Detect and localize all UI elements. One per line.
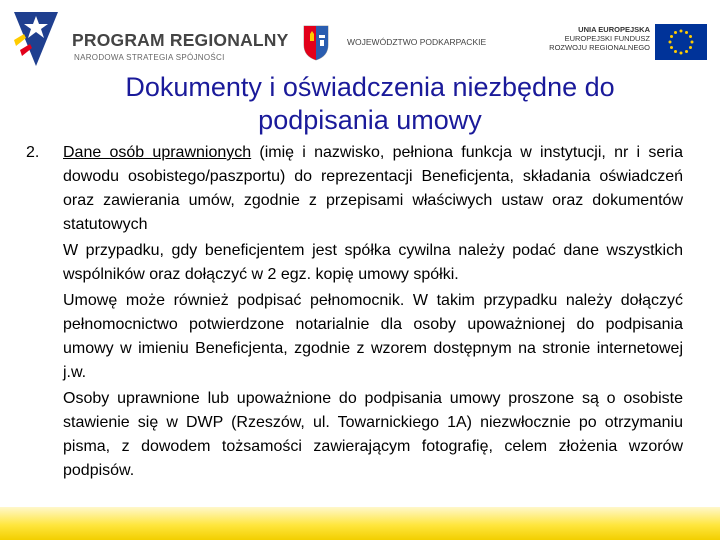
bottom-decorative-bar <box>0 507 720 540</box>
slide-title <box>40 71 700 137</box>
title-line-2: podpisania umowy <box>258 105 482 135</box>
paragraph-proxy: Umowę może również podpisać pełnomocnik. W takim przypadku należy dołączyć pełnomocnictwo potwierdzone notarialnie dla osoby upoważnionej do podpisania umowy w imieniu Beneficjenta, zgodnie z wzorem dostępnym na stronie internetowej j.w. <box>63 292 683 381</box>
item-rest-text: (imię i nazwisko, pełniona funkcja w instytucji, nr i seria dowodu osobistego/paszportu) do reprezentacji Beneficjenta, składania oświadczeń oraz zawierania umów, zgodnie z przepisami właściwych ustaw oraz dokumentów statutowych <box>63 144 684 233</box>
item-text <box>63 141 683 237</box>
program-subtitle: NARODOWA STRATEGIA SPÓJNOŚCI <box>74 53 225 62</box>
list-item <box>26 141 683 237</box>
item-underlined-text: Dane osób uprawnionych <box>63 144 252 161</box>
eu-line-2: EUROPEJSKI FUNDUSZ <box>564 33 650 43</box>
program-regionalny-logo <box>10 10 62 68</box>
eu-line-1: UNIA EUROPEJSKA <box>578 25 650 34</box>
slide-content <box>26 141 683 483</box>
paragraph-personal-attendance: Osoby uprawnione lub upoważnione do podpisania umowy proszone są o osobiste stawienie się w DWP (Rzeszów, ul. Towarnickiego 1A) niezwłocznie po otrzymaniu pisma, z dowodem tożsamości zawierającym fotografię, celem złożenia wzorów podpisów. <box>63 390 683 479</box>
item-number: 2. <box>26 144 40 161</box>
paragraph-civil-partnership: W przypadku, gdy beneficjentem jest spółka cywilna należy podać dane wszystkich wspólników oraz dołączyć w 2 egz. kopię umowy spółki. <box>63 242 683 283</box>
title-line-1: Dokumenty i oświadczenia niezbędne do <box>125 72 615 102</box>
header-bar <box>0 0 720 75</box>
eu-flag-icon <box>655 24 707 60</box>
program-title: PROGRAM REGIONALNY <box>72 30 289 50</box>
eu-fund-text <box>540 26 650 52</box>
coat-of-arms-icon <box>303 25 329 61</box>
eu-line-3: ROZWOJU REGIONALNEGO <box>549 42 650 52</box>
voivodeship-label: WOJEWÓDZTWO PODKARPACKIE <box>347 37 487 47</box>
